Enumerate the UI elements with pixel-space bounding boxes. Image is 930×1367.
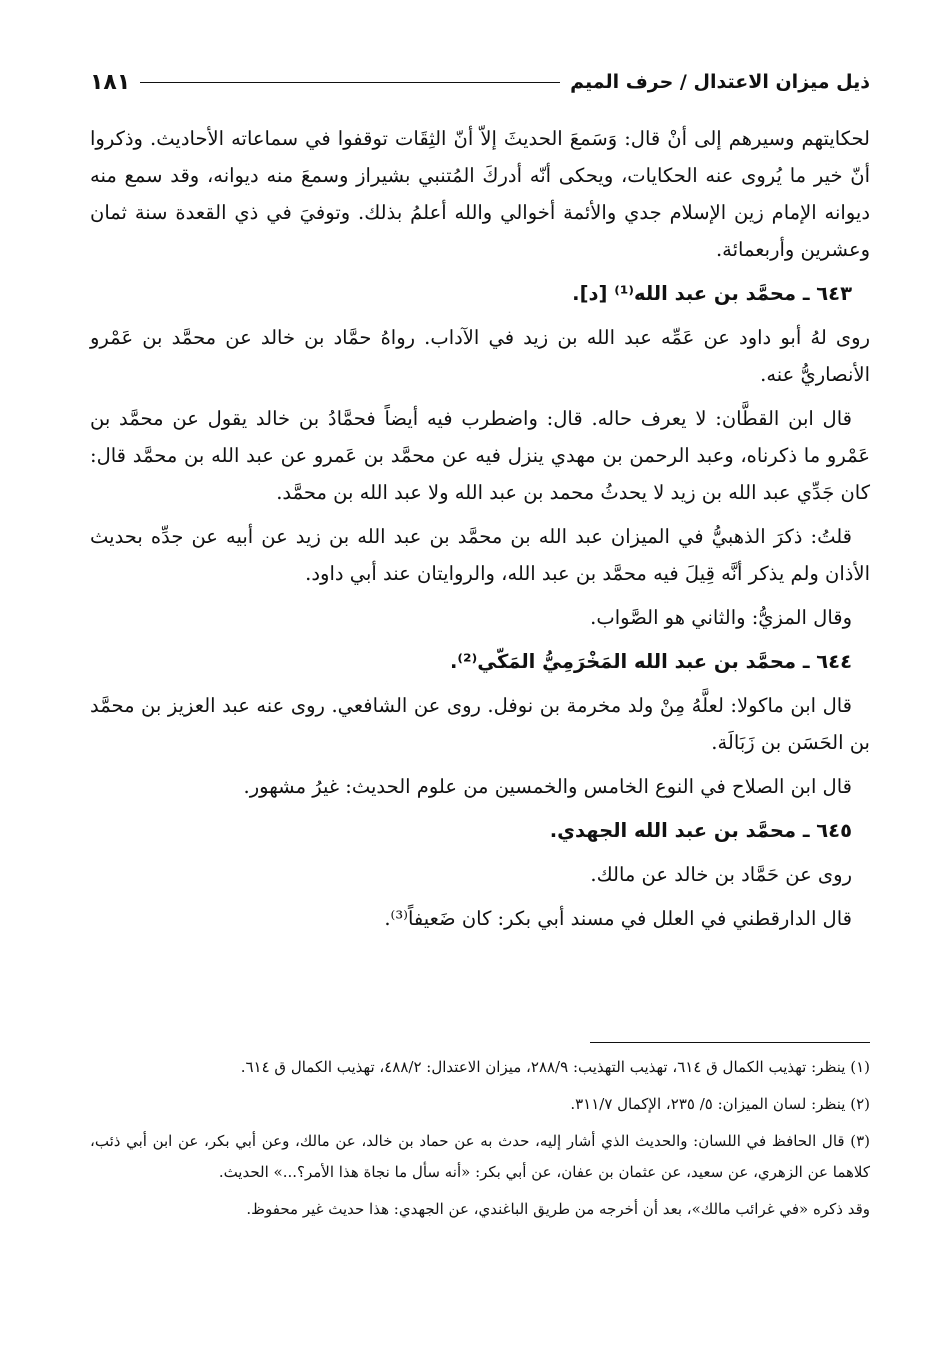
footnotes bbox=[90, 1052, 870, 1231]
entry-heading-644: ٦٤٤ ـ محمَّد بن عبد الله المَخْرَمِيُّ المَكّي⁽²⁾. bbox=[450, 650, 852, 673]
entry-heading-643: ٦٤٣ ـ محمَّد بن عبد الله⁽¹⁾ [د]. bbox=[572, 282, 852, 305]
footnote-2: (٢) ينظر: لسان الميزان: ٥/ ٢٣٥، الإكمال ٣١١/٧. bbox=[570, 1095, 870, 1113]
paragraph: لحكايتهم وسيرهم إلى أنْ قال: وَسَمعَ الحديثَ إلاّ أنّ الثِقَات توقفوا في سماعاته الأحاديث. وذكروا أنّ خير ما يُروى عنه الحكايات، ويحكى أنّه أدركَ المُتنبي بشيراز وسمعَ منه ديوانه، وقد سمع منه ديوانه الإمام زين الإسلام جدي والأئمة أخوالي والله أعلمُ بذلك. وتوفيَ في ذي القعدة سنة ثمان وعشرين وأربعمائة. bbox=[90, 127, 870, 261]
page-header bbox=[90, 62, 870, 102]
paragraph: روى عن حَمَّاد بن خالد عن مالك. bbox=[590, 863, 852, 886]
page-number: ١٨١ bbox=[90, 69, 131, 95]
paragraph: قال ابن ماكولا: لعلَّهُ مِنْ ولد مخرمة بن نوفل. روى عن الشافعي. روى عنه عبد العزيز بن محمَّد بن الحَسَن بن زَبَالَة. bbox=[90, 694, 870, 754]
entry-heading-645: ٦٤٥ ـ محمَّد بن عبد الله الجهدي. bbox=[549, 819, 852, 842]
header-rule bbox=[140, 82, 560, 83]
paragraph: روى لهُ أبو داود عن عَمِّه عبد الله بن زيد في الآداب. رواهُ حمَّاد بن خالد عن محمَّد بن عَمْرو الأنصاريُّ عنه. bbox=[90, 326, 870, 386]
running-title: ذيل ميزان الاعتدال / حرف الميم bbox=[570, 71, 870, 93]
paragraph: قال ابن القطَّان: لا يعرف حاله. قال: واضطرب فيه أيضاً فحمَّادُ بن خالد يقول عن محمَّد بن عَمْرو ما ذكرناه، وعبد الرحمن بن مهدي ينزل فيه عن محمَّد بن عَمرو عن عبد الله بن محمَّد قال: كان جَدِّي عبد الله بن زيد لا يحدثُ محمد بن عبد الله ولا عبد الله بن محمَّد. bbox=[90, 407, 870, 504]
footnote-3-continued: وقد ذكره «في غرائب مالك»، بعد أن أخرجه من طريق الباغندي، عن الجهدي: هذا حديث غير محفوظ. bbox=[246, 1200, 870, 1218]
paragraph: قال الدارقطني في العلل في مسند أبي بكر: كان ضَعيفاً⁽³⁾. bbox=[384, 907, 852, 930]
footnote-3: (٣) قال الحافظ في اللسان: والحديث الذي أشار إليه، حدث به عن حماد بن خالد، عن مالك، وعن أبي بكر، عن ابن أبي ذئب، كلاهما عن الزهري، عن سعيد، عن عثمان بن عفان، عن أبي بكر: «أنه سأل ما نجاة هذا الأمر؟...» الحديث. bbox=[90, 1132, 870, 1181]
paragraph: وقال المزيُّ: والثاني هو الصَّواب. bbox=[590, 606, 852, 629]
footnote-1: (١) ينظر: تهذيب الكمال ق ٦١٤، تهذيب التهذيب: ٢٨٨/٩، ميزان الاعتدال: ٤٨٨/٢، تهذيب الكمال ق ٦١٤. bbox=[240, 1058, 870, 1076]
footnote-separator bbox=[590, 1042, 870, 1043]
main-text bbox=[90, 120, 870, 944]
paragraph: قال ابن الصلاح في النوع الخامس والخمسين من علوم الحديث: غيرُ مشهور. bbox=[243, 775, 852, 798]
paragraph: قلتُ: ذكرَ الذهبيُّ في الميزان عبد الله بن محمَّد بن عبد الله بن زيد عن أبيه عن جدِّه بحديث الأذان ولم يذكر أنَّه قِيلَ فيه محمَّد بن عبد الله، والروايتان عند أبي داود. bbox=[90, 525, 870, 585]
